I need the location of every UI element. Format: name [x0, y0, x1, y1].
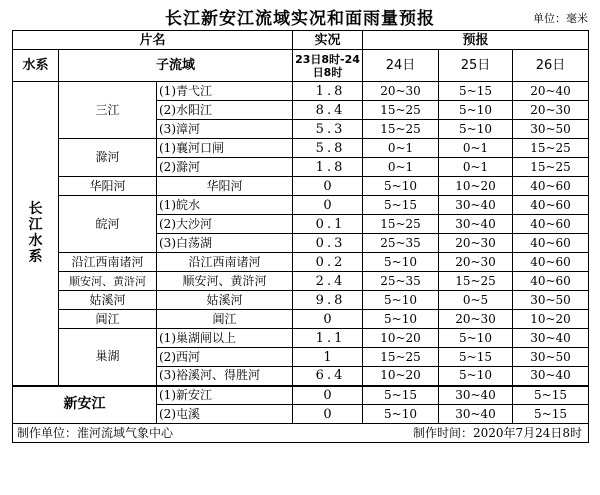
forecast-cell: 5~10 [363, 253, 439, 272]
basin-cell: 阊江 [157, 310, 293, 329]
forecast-cell: 5~10 [363, 177, 439, 196]
forecast-cell: 10~20 [363, 329, 439, 348]
basin-cell: 华阳河 [157, 177, 293, 196]
group-shunan: 顺安河、黄浒河 [59, 272, 157, 291]
forecast-cell: 30~50 [513, 291, 589, 310]
forecast-cell: 0~1 [439, 139, 513, 158]
forecast-cell: 30~40 [513, 367, 589, 386]
basin-cell: (2)屯溪 [157, 405, 293, 424]
forecast-cell: 0~1 [363, 158, 439, 177]
forecast-cell: 5~10 [439, 101, 513, 120]
forecast-cell: 5~10 [439, 120, 513, 139]
group-xujiang: 阊江 [59, 310, 157, 329]
header-forecast: 预报 [363, 31, 589, 50]
forecast-cell: 5~10 [439, 367, 513, 386]
forecast-cell: 40~60 [513, 253, 589, 272]
forecast-cell: 5~15 [363, 196, 439, 215]
basin-cell: (2)水阳江 [157, 101, 293, 120]
actual-cell: 0.3 [293, 234, 363, 253]
forecast-cell: 15~25 [363, 215, 439, 234]
forecast-cell: 10~20 [513, 310, 589, 329]
actual-cell: 9.8 [293, 291, 363, 310]
forecast-cell: 5~10 [363, 405, 439, 424]
header-row-2 [13, 50, 589, 82]
forecast-cell: 15~25 [363, 348, 439, 367]
actual-cell: 6.4 [293, 367, 363, 386]
forecast-cell: 40~60 [513, 177, 589, 196]
forecast-cell: 30~40 [439, 215, 513, 234]
basin-cell: 姑溪河 [157, 291, 293, 310]
actual-cell: 1 [293, 348, 363, 367]
forecast-cell: 20~30 [439, 234, 513, 253]
header-system: 水系 [13, 50, 59, 82]
forecast-cell: 40~60 [513, 234, 589, 253]
table-row [13, 386, 589, 405]
basin-cell: (1)皖水 [157, 196, 293, 215]
group-huayanghe: 华阳河 [59, 177, 157, 196]
basin-cell: (1)巢湖闸以上 [157, 329, 293, 348]
forecast-cell: 5~10 [363, 291, 439, 310]
table-row [13, 196, 589, 215]
basin-cell: (1)青弋江 [157, 82, 293, 101]
forecast-cell: 30~40 [439, 196, 513, 215]
table-row [13, 139, 589, 158]
header-basin: 子流域 [59, 50, 293, 82]
basin-cell: (1)新安江 [157, 386, 293, 405]
group-sanjiang: 三江 [59, 82, 157, 139]
forecast-cell: 0~1 [363, 139, 439, 158]
header-obs-period: 23日8时-24日8时 [293, 50, 363, 82]
actual-cell: 8.4 [293, 101, 363, 120]
header-day-3: 26日 [513, 50, 589, 82]
forecast-cell: 0~1 [439, 158, 513, 177]
basin-cell: (2)西河 [157, 348, 293, 367]
forecast-cell: 25~35 [363, 272, 439, 291]
group-yanjiang: 沿江西南诸河 [59, 253, 157, 272]
header-area: 片名 [13, 31, 293, 50]
basin-cell: (3)白荡湖 [157, 234, 293, 253]
group-chaohu: 巢湖 [59, 329, 157, 386]
table-row [13, 82, 589, 101]
forecast-table [12, 30, 589, 443]
actual-cell: 5.3 [293, 120, 363, 139]
actual-cell: 0.1 [293, 215, 363, 234]
footer-time: 制作时间：2020年7月24日8时 [293, 424, 589, 443]
forecast-cell: 5~15 [439, 348, 513, 367]
basin-cell: (3)漳河 [157, 120, 293, 139]
actual-cell: 0 [293, 177, 363, 196]
actual-cell: 5.8 [293, 139, 363, 158]
forecast-cell: 40~60 [513, 196, 589, 215]
forecast-cell: 30~40 [439, 386, 513, 405]
forecast-cell: 20~30 [439, 253, 513, 272]
forecast-cell: 30~50 [513, 120, 589, 139]
basin-cell: (2)滁河 [157, 158, 293, 177]
header-row-1 [13, 31, 589, 50]
table-row [13, 253, 589, 272]
changjiang-system-label: 长江水系 [13, 82, 59, 386]
header-day-2: 25日 [439, 50, 513, 82]
group-guxi: 姑溪河 [59, 291, 157, 310]
actual-cell: 0.2 [293, 253, 363, 272]
footer-row [13, 424, 589, 443]
forecast-cell: 5~10 [439, 329, 513, 348]
forecast-cell: 0~5 [439, 291, 513, 310]
forecast-cell: 5~15 [513, 386, 589, 405]
group-xinanjiang: 新安江 [13, 386, 157, 424]
actual-cell: 0 [293, 386, 363, 405]
basin-cell: 沿江西南诸河 [157, 253, 293, 272]
forecast-cell: 30~40 [439, 405, 513, 424]
forecast-cell: 5~10 [363, 310, 439, 329]
forecast-cell: 20~30 [513, 101, 589, 120]
forecast-cell: 15~25 [513, 158, 589, 177]
forecast-cell: 30~50 [513, 348, 589, 367]
actual-cell: 1.8 [293, 82, 363, 101]
basin-cell: (3)裕溪河、得胜河 [157, 367, 293, 386]
header-actual: 实况 [293, 31, 363, 50]
actual-cell: 0 [293, 310, 363, 329]
forecast-cell: 5~15 [439, 82, 513, 101]
page-title: 长江新安江流域实况和面雨量预报 [165, 9, 435, 29]
basin-cell: (1)襄河口闸 [157, 139, 293, 158]
table-row [13, 272, 589, 291]
table-row [13, 329, 589, 348]
forecast-cell: 15~25 [363, 101, 439, 120]
forecast-cell: 10~20 [363, 367, 439, 386]
forecast-cell: 10~20 [439, 177, 513, 196]
forecast-cell: 5~15 [513, 405, 589, 424]
basin-cell: 顺安河、黄浒河 [157, 272, 293, 291]
actual-cell: 2.4 [293, 272, 363, 291]
table-row [13, 310, 589, 329]
actual-cell: 0 [293, 196, 363, 215]
forecast-cell: 15~25 [363, 120, 439, 139]
forecast-cell: 20~40 [513, 82, 589, 101]
forecast-cell: 25~35 [363, 234, 439, 253]
forecast-cell: 40~60 [513, 272, 589, 291]
table-row [13, 291, 589, 310]
forecast-cell: 40~60 [513, 215, 589, 234]
actual-cell: 0 [293, 405, 363, 424]
actual-cell: 1.1 [293, 329, 363, 348]
forecast-cell: 15~25 [513, 139, 589, 158]
basin-cell: (2)大沙河 [157, 215, 293, 234]
forecast-cell: 5~15 [363, 386, 439, 405]
forecast-cell: 20~30 [439, 310, 513, 329]
group-wanhe: 皖河 [59, 196, 157, 253]
table-row [13, 177, 589, 196]
forecast-cell: 15~25 [439, 272, 513, 291]
group-chuhe: 滁河 [59, 139, 157, 177]
forecast-cell: 30~40 [513, 329, 589, 348]
unit-label: 单位：毫米 [533, 12, 588, 25]
footer-maker: 制作单位：淮河流域气象中心 [13, 424, 293, 443]
header-day-1: 24日 [363, 50, 439, 82]
forecast-cell: 20~30 [363, 82, 439, 101]
actual-cell: 1.8 [293, 158, 363, 177]
